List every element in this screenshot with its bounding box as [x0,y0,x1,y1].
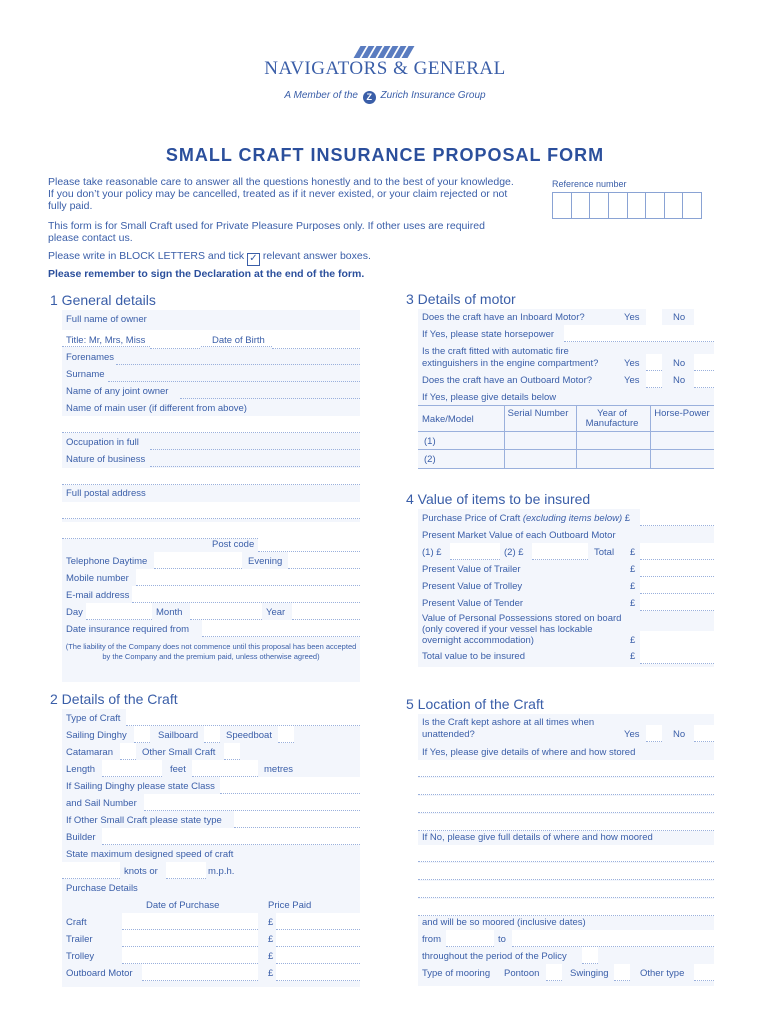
sail-number-label: and Sail Number [66,798,137,809]
other-mooring-checkbox[interactable] [694,964,714,981]
date-purchase-header: Date of Purchase [146,900,220,911]
total-outboard-field[interactable] [640,543,714,560]
ashore-yes-checkbox[interactable] [646,725,662,742]
year-label: Year [266,607,286,618]
member-suffix: Zurich Insurance Group [380,90,486,101]
form-title: SMALL CRAFT INSURANCE PROPOSAL FORM [165,145,605,165]
pontoon-label: Pontoon [504,968,540,979]
intro-p3-before: Please write in BLOCK LETTERS and tick [48,250,245,262]
trailer-value-field[interactable] [640,560,714,577]
postcode-label: Post code [212,539,255,550]
purchase-price-label [422,513,630,524]
purchase-price-note: (excluding items below) [522,513,623,524]
metres-label: metres [264,764,294,775]
trolley-value-field[interactable] [640,577,714,594]
motor-table-header-line [418,431,714,432]
email-label: E-mail address [66,590,130,601]
zurich-logo-icon: Z [363,91,376,104]
motor-row-2-label: (2) [424,454,436,465]
date-required-field[interactable] [202,620,360,637]
length-metres-field[interactable] [192,760,258,777]
purchase-row-outboard-date[interactable] [142,964,258,981]
forenames-field[interactable] [116,348,360,365]
outboard-2-label: (2) £ [504,547,524,558]
business-field-2[interactable] [62,468,360,485]
purchase-row-craft-date[interactable] [122,913,258,930]
section-2-title: 2 Details of the Craft [50,691,178,707]
length-label: Length [66,764,96,775]
intro-paragraph-3 [48,250,518,266]
outboard-yes-checkbox[interactable] [646,371,662,388]
inboard-no-checkbox[interactable] [694,309,714,326]
evening-label: Evening [248,556,283,567]
purchase-row-trailer-price[interactable] [276,930,360,947]
throughout-checkbox[interactable] [582,947,598,964]
purchase-price-currency: £ [624,513,631,524]
to-label: to [498,934,506,945]
catamaran-checkbox[interactable] [120,743,136,760]
surname-field[interactable] [108,365,360,382]
reference-label: Reference number [552,179,627,189]
motor-col-divider-2 [576,405,577,469]
extinguishers-yes-checkbox[interactable] [646,354,662,371]
purchase-row-trolley-label: Trolley [66,951,95,962]
horsepower-field[interactable] [564,325,714,342]
moored-dates-label: and will be so moored (inclusive dates) [422,917,586,928]
day-field[interactable] [86,603,152,620]
where-stored-field-3[interactable] [418,796,714,813]
postal-field-1[interactable] [62,502,360,519]
ashore-question: Is the Craft kept ashore at all times when unattended? [422,717,595,740]
postcode-field[interactable] [258,535,360,552]
business-field[interactable] [150,450,360,467]
total-currency: £ [630,547,636,558]
intro-paragraph-1: Please take reasonable care to answer all the questions honestly and to the best of your knowledge. If you don’t your policy may be cancelled, treated as if it never existed, or your claim rejected or not fully paid. [48,176,514,212]
surname-label: Surname [66,369,105,380]
intro-paragraph-4 [48,268,518,280]
total-value-currency: £ [630,651,636,662]
where-moored-field-4[interactable] [418,899,714,916]
evening-field[interactable] [288,552,360,569]
speedboat-label: Speedboat [226,730,272,741]
total-value-field[interactable] [640,647,714,664]
outboard-1-field[interactable] [450,543,500,560]
col-year-header: Year of Manufacture [585,408,639,429]
date-required-label: Date insurance required from [66,624,190,635]
swinging-checkbox[interactable] [614,964,630,981]
speedboat-checkbox[interactable] [278,726,294,743]
purchase-row-trolley-date[interactable] [122,947,258,964]
mph-field[interactable] [166,862,206,879]
day-label: Day [66,607,83,618]
main-user-label: Name of main user (if different from above) [66,403,247,414]
where-moored-field-3[interactable] [418,881,714,898]
where-stored-field-4[interactable] [418,814,714,831]
section-1-panel [62,310,360,682]
col-hp-header: Horse-Power [654,408,710,419]
total-label: Total [594,547,615,558]
inboard-no-label: No [673,312,686,323]
tel-day-field[interactable] [154,552,242,569]
purchase-row-trailer-currency: £ [268,934,274,945]
tender-value-label: Present Value of Tender [422,598,524,609]
title-field[interactable] [150,332,200,349]
outboard-1-label: (1) £ [422,547,442,558]
dob-label: Date of Birth [212,335,265,346]
reference-number-input[interactable] [552,192,702,219]
where-stored-field-2[interactable] [418,778,714,795]
sailboard-checkbox[interactable] [204,726,220,743]
mph-label: m.p.h. [208,866,235,877]
sailboard-label: Sailboard [158,730,199,741]
outboard-question: Does the craft have an Outboard Motor? [422,375,593,386]
brand-name: NAVIGATORS & GENERAL [264,58,506,79]
ashore-no-label: No [673,729,686,740]
tender-value-currency: £ [630,598,636,609]
sailing-dinghy-checkbox[interactable] [134,726,150,743]
section-3-panel [418,309,714,469]
full-name-field[interactable] [62,314,360,331]
purchase-row-craft-label: Craft [66,917,87,928]
purchase-row-trolley-price[interactable] [276,947,360,964]
title-label: Title: Mr, Mrs, Miss [66,335,146,346]
declaration-reminder: Please remember to sign the Declaration at the end of the form. [48,268,365,280]
col-serial-header: Serial Number [507,408,569,419]
purchase-row-outboard-label: Outboard Motor [66,968,133,979]
extinguishers-question: Is the craft fitted with automatic fire extinguishers in the engine compartment? [422,346,599,369]
extinguishers-no-label: No [673,358,686,369]
extinguishers-yes-label: Yes [624,358,640,369]
intro-p3-after: relevant answer boxes. [262,250,371,262]
purchase-price-text: Purchase Price of Craft [422,513,521,524]
present-outboard-label: Present Market Value of each Outboard Motor [422,530,616,541]
tick-box-icon: ✓ [247,253,260,266]
length-feet-field[interactable] [102,760,162,777]
knots-field[interactable] [62,862,120,879]
member-line [0,90,770,104]
sailing-dinghy-label: Sailing Dinghy [66,730,127,741]
section-4-title: 4 Value of items to be insured [406,491,591,507]
dinghy-class-field[interactable] [220,777,360,794]
other-type-field[interactable] [234,811,360,828]
horsepower-label: If Yes, please state horsepower [422,329,555,340]
possessions-currency: £ [630,635,636,646]
feet-label: feet [170,764,186,775]
section-5-title: 5 Location of the Craft [406,696,544,712]
business-label: Nature of business [66,454,146,465]
purchase-row-trailer-date[interactable] [122,930,258,947]
member-prefix: A Member of the [284,90,358,101]
other-small-label: Other Small Craft [142,747,216,758]
other-type-label: If Other Small Craft please state type [66,815,222,826]
purchase-row-trolley-currency: £ [268,951,274,962]
section-4-panel [418,509,714,667]
tel-day-label: Telephone Daytime [66,556,148,567]
price-paid-header: Price Paid [268,900,312,911]
forenames-label: Forenames [66,352,115,363]
outboard-no-label: No [673,375,686,386]
purchase-row-outboard-price[interactable] [276,964,360,981]
total-value-label: Total value to be insured [422,651,525,662]
motor-col-divider-1 [504,405,505,469]
type-mooring-label: Type of mooring [422,968,491,979]
inboard-yes-label: Yes [624,312,640,323]
motor-table-bottom [418,468,714,469]
possessions-label: Value of Personal Possessions stored on board (only covered if your vessel has lockable overnight accommodation) [422,613,622,646]
ashore-no-checkbox[interactable] [694,725,714,742]
extinguishers-no-checkbox[interactable] [694,354,714,371]
type-field[interactable] [126,709,360,726]
catamaran-label: Catamaran [66,747,113,758]
logo-stripes-icon [357,46,413,58]
month-label: Month [156,607,183,618]
postal-label: Full postal address [66,488,146,499]
ashore-yes-label: Yes [624,729,640,740]
month-field[interactable] [190,603,262,620]
dinghy-class-label: If Sailing Dinghy please state Class [66,781,215,792]
builder-label: Builder [66,832,96,843]
outboard-no-checkbox[interactable] [694,371,714,388]
pontoon-checkbox[interactable] [546,964,562,981]
outboard-yes-label: Yes [624,375,640,386]
section-2-panel [62,709,360,987]
other-mooring-label: Other type [640,968,685,979]
throughout-label: throughout the period of the Policy [422,951,567,962]
intro-paragraph-2: This form is for Small Craft used for Private Pleasure Purposes only. If other uses are required please contact us. [48,220,485,244]
other-small-checkbox[interactable] [224,743,240,760]
year-field[interactable] [292,603,360,620]
motor-table-row-line [418,449,714,450]
purchase-row-craft-currency: £ [268,917,274,928]
motor-row-1-label: (1) [424,436,436,447]
to-field[interactable] [512,930,714,947]
section-1-title: 1 General details [50,292,156,308]
mobile-field[interactable] [136,569,360,586]
email-field[interactable] [132,586,360,603]
inboard-yes-checkbox[interactable] [646,309,662,326]
joint-owner-label: Name of any joint owner [66,386,169,397]
swinging-label: Swinging [570,968,609,979]
type-label: Type of Craft [66,713,121,724]
knots-label: knots or [124,866,158,877]
give-details-label: If Yes, please give details below [422,392,557,403]
where-stored-label: If Yes, please give details of where and how stored [422,747,636,758]
main-user-field[interactable] [62,416,360,433]
dob-field[interactable] [272,332,360,349]
where-moored-label: If No, please give full details of where and how moored [422,832,653,843]
purchase-row-trailer-label: Trailer [66,934,93,945]
tender-value-field[interactable] [640,594,714,611]
sail-number-field[interactable] [144,794,360,811]
where-moored-field-1[interactable] [418,845,714,862]
full-name-label: Full name of owner [66,314,147,325]
purchase-row-craft-price[interactable] [276,913,360,930]
inboard-question: Does the craft have an Inboard Motor? [422,312,585,323]
purchase-details-label: Purchase Details [66,883,138,894]
joint-owner-field[interactable] [180,382,360,399]
outboard-2-field[interactable] [532,543,588,560]
purchase-row-outboard-currency: £ [268,968,274,979]
max-speed-label: State maximum designed speed of craft [66,849,234,860]
section-3-title: 3 Details of motor [406,291,516,307]
section-5-panel [418,714,714,986]
col-make-header: Make/Model [422,414,474,425]
where-moored-field-2[interactable] [418,863,714,880]
possessions-field[interactable] [640,631,714,648]
trailer-value-label: Present Value of Trailer [422,564,521,575]
purchase-price-field[interactable] [640,509,714,526]
where-stored-field-1[interactable] [418,760,714,777]
liability-note: (The liability of the Company does not commence until this proposal has been accepted by the Company and the premium paid, unless otherwise agreed) [65,642,357,661]
trolley-value-currency: £ [630,581,636,592]
from-field[interactable] [446,930,494,947]
occupation-label: Occupation in full [66,437,139,448]
trolley-value-label: Present Value of Trolley [422,581,523,592]
trailer-value-currency: £ [630,564,636,575]
motor-table-top [418,405,714,406]
from-label: from [422,934,441,945]
mobile-label: Mobile number [66,573,129,584]
motor-col-divider-3 [650,405,651,469]
occupation-field[interactable] [150,433,360,450]
builder-field[interactable] [102,828,360,845]
